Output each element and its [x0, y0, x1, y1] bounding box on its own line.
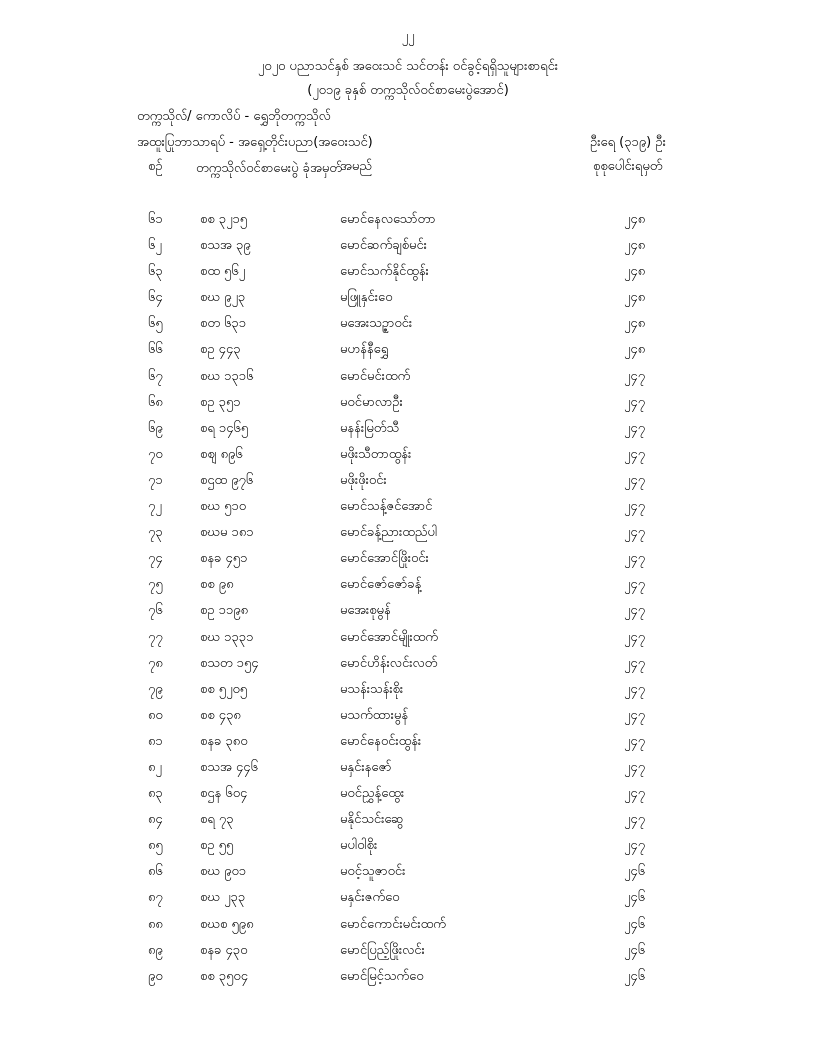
total-score: ၂၄၇	[624, 838, 646, 854]
student-name: မဖြူနှင်းဝေ	[340, 290, 393, 306]
student-name: မောင်နေဝင်းထွန်း	[340, 733, 422, 749]
total-score: ၂၄၇	[624, 420, 646, 436]
table-row	[0, 681, 816, 707]
row-number: ၇၄	[148, 551, 163, 567]
total-score: ၂၄၆	[624, 968, 646, 984]
student-name: မောင်ကောင်းမင်းထက်	[340, 916, 446, 932]
roll-number: စဃ ၅၁၀	[200, 499, 247, 515]
student-name: မောင်သက်နိုင်ထွန်း	[340, 264, 429, 280]
student-name: မောင်ပြည့်ဖြိုးလင်း	[340, 942, 425, 958]
roll-number: စဈ ၈၉၆	[200, 446, 243, 462]
student-name: မဟန်နီရွှေ	[340, 342, 389, 358]
roll-number: စနခ ၃၈၀	[200, 733, 248, 749]
table-row	[0, 889, 816, 915]
row-number: ၆၅	[148, 316, 163, 332]
total-score: ၂၄၇	[624, 681, 646, 697]
total-score: ၂၄၇	[624, 368, 646, 384]
roll-number: စရ ၁၄၆၅	[200, 420, 249, 436]
total-score: ၂၄၇	[624, 499, 646, 515]
total-score: ၂၄၇	[624, 786, 646, 802]
table-row	[0, 446, 816, 472]
table-row	[0, 968, 816, 994]
student-name: မောင်မြင့်သက်ဝေ	[340, 968, 424, 984]
student-name: မောင်အောင်ဖြိုးဝင်း	[340, 551, 429, 567]
table-row	[0, 785, 816, 811]
table-row	[0, 759, 816, 785]
total-score: ၂၄၇	[624, 446, 646, 462]
row-number: ၆၉	[148, 420, 163, 436]
row-number: ၆၈	[148, 394, 163, 410]
total-count: ဦးရေ (၃၁၉) ဦး	[590, 135, 666, 150]
roll-number: စဥ ၄၄၃	[200, 342, 241, 358]
roll-number: စစ ၃၂၁၅	[200, 212, 248, 227]
student-name: မနန်းမြတ်သီ	[340, 420, 400, 436]
roll-number: စဃစ ၅၉၈	[200, 916, 254, 932]
total-score: ၂၄၇	[624, 759, 646, 775]
roll-number: စဥ ၅၅	[200, 838, 234, 854]
total-score: ၂၄၇	[624, 733, 646, 749]
row-number: ၇၆	[148, 603, 163, 619]
row-number: ၇၇	[148, 629, 163, 645]
row-number: ၈၄	[148, 812, 163, 828]
total-score: ၂၄၈	[624, 238, 646, 254]
document-title: ၂၀၂၀ ပညာသင်နှစ် အဝေးသင် သင်တန်း ဝင်ခွင့်ရရှိသူများစာရင်း	[257, 59, 559, 74]
major-line: အထူးပြုဘာသာရပ် - အရှေ့တိုင်းပညာ(အဝေးသင်)	[137, 135, 373, 150]
row-number: ၈၇	[148, 890, 163, 906]
table-row	[0, 263, 816, 289]
roll-number: စသတ ၁၅၄	[200, 655, 259, 671]
table-row	[0, 863, 816, 889]
student-name: မဝင်ညွှန့်ထွေး	[340, 786, 405, 802]
table-row	[0, 942, 816, 968]
total-score: ၂၄၇	[624, 603, 646, 619]
total-score: ၂၄၆	[624, 916, 646, 932]
total-score: ၂၄၇	[624, 525, 646, 541]
total-score: ၂၄၆	[624, 942, 646, 958]
table-row	[0, 550, 816, 576]
table-row	[0, 237, 816, 263]
row-number: ၇၅	[148, 577, 163, 593]
header-total-score: စုစုပေါင်းရမှတ်	[593, 159, 663, 174]
university-line: တက္ကသိုလ်/ ကောလိပ် - ရွှေဘိုတက္ကသိုလ်	[137, 109, 331, 124]
total-score: ၂၄၈	[624, 290, 646, 306]
row-number: ၇၉	[148, 681, 163, 697]
document-subtitle: (၂၀၁၉ ခုနှစ် တက္ကသိုလ်ဝင်စာမေးပွဲအောင်)	[307, 83, 509, 98]
student-name: မသက်ထားမွန်	[340, 707, 409, 723]
roll-number: စဃ ၉၀၁	[200, 864, 247, 880]
student-name: မောင်နေလသော်တာ	[340, 212, 436, 227]
row-number: ၆၄	[148, 290, 163, 306]
row-number: ၇၀	[148, 446, 163, 462]
total-score: ၂၄၇	[624, 577, 646, 593]
roll-number: စဃ ၂၃၃	[200, 890, 246, 906]
roll-number: စထ ၅၆၂	[200, 264, 246, 280]
page-number: ၂၂	[401, 29, 415, 44]
table-row	[0, 629, 816, 655]
table-row	[0, 341, 816, 367]
table-row	[0, 368, 816, 394]
table-row	[0, 472, 816, 498]
row-number: ၈၆	[148, 864, 163, 880]
roll-number: စဃ ၉၂၃	[200, 290, 246, 306]
row-number: ၆၇	[148, 368, 163, 384]
roll-number: စဌထ ၉၇၆	[200, 472, 254, 488]
table-row	[0, 916, 816, 942]
row-number: ၆၂	[148, 238, 162, 254]
roll-number: စတ ၆၃၁	[200, 316, 247, 332]
student-name: မအေးစုမွန်	[340, 603, 391, 619]
header-no: စဉ်	[148, 159, 163, 174]
total-score: ၂၄၇	[624, 655, 646, 671]
total-score: ၂၄၈	[624, 212, 646, 227]
total-score: ၂၄၆	[624, 890, 646, 906]
roll-number: စစ ၉၈	[200, 577, 234, 593]
row-number: ၈၀	[148, 707, 163, 723]
roll-number: စဃမ ၁၈၁	[200, 525, 254, 541]
row-number: ၈၃	[148, 786, 163, 802]
roll-number: စဌန ၆၀၄	[200, 786, 248, 802]
roll-number: စဃ ၁၃၁၆	[200, 368, 254, 384]
total-score: ၂၄၇	[624, 707, 646, 723]
roll-number: စစ ၄၃၈	[200, 707, 241, 723]
table-row	[0, 315, 816, 341]
total-score: ၂၄၇	[624, 472, 646, 488]
row-number: ၉၀	[148, 968, 163, 984]
student-name: မအေးသဥ္ဇာဝင်း	[340, 316, 413, 332]
header-roll-number: တက္ကသိုလ်ဝင်စာမေးပွဲ ခုံအမှတ်	[196, 161, 342, 176]
student-name: မဖိုးသီတာထွန်း	[340, 446, 412, 462]
table-row	[0, 211, 816, 237]
table-row	[0, 420, 816, 446]
table-row	[0, 524, 816, 550]
student-name: မသန်းသန်းစိုး	[340, 681, 404, 697]
total-score: ၂၄၆	[624, 864, 646, 880]
roll-number: စရ ၇၃	[200, 812, 234, 828]
roll-number: စနခ ၄၃၀	[200, 942, 248, 958]
student-name: မနိုင်သင်းဆွေ	[340, 812, 404, 828]
roll-number: စဥ ၃၅၁	[200, 394, 241, 410]
row-number: ၇၁	[148, 472, 163, 488]
total-score: ၂၄၇	[624, 551, 646, 567]
table-row	[0, 498, 816, 524]
row-number: ၈၉	[148, 942, 163, 958]
table-row	[0, 655, 816, 681]
roll-number: စဥ ၁၁၉၈	[200, 603, 249, 619]
row-number: ၈၅	[148, 838, 163, 854]
table-row	[0, 289, 816, 315]
student-name: မောင်ဇော်ဇော်ခန့်	[340, 577, 422, 593]
table-row	[0, 733, 816, 759]
student-name: မောင်မင်းထက်	[340, 368, 411, 384]
student-name: မောင်သန့်ဇင်အောင်	[340, 499, 433, 515]
row-number: ၈၁	[148, 733, 163, 749]
table-row	[0, 576, 816, 602]
student-name: မောင်ခန့်ညားထည်ပါ	[340, 525, 438, 541]
roll-number: စဃ ၁၃၃၁	[200, 629, 254, 645]
total-score: ၂၄၇	[624, 812, 646, 828]
student-name: မောင်အောင်မျိုးထက်	[340, 629, 439, 645]
table-row	[0, 707, 816, 733]
row-number: ၇၃	[148, 525, 163, 541]
row-number: ၈၂	[148, 759, 162, 775]
results-table	[0, 211, 816, 994]
row-number: ၆၃	[148, 264, 163, 280]
student-name: မဝင့်သူဇာဝင်း	[340, 864, 406, 880]
total-score: ၂၄၈	[624, 342, 646, 358]
row-number: ၇၂	[148, 499, 162, 515]
table-row	[0, 811, 816, 837]
student-name: မဖိုးဖိုးဝင်း	[340, 472, 387, 488]
header-name: အမည်	[340, 159, 372, 174]
table-row	[0, 837, 816, 863]
total-score: ၂၄၈	[624, 316, 646, 332]
total-score: ၂၄၇	[624, 394, 646, 410]
roll-number: စစ ၃၅၀၄	[200, 968, 249, 984]
table-row	[0, 602, 816, 628]
table-row	[0, 394, 816, 420]
row-number: ၈၈	[148, 916, 163, 932]
row-number: ၇၈	[148, 655, 163, 671]
total-score: ၂၄၇	[624, 629, 646, 645]
student-name: မောင်ဟိန်းလင်းလတ်	[340, 655, 438, 671]
student-name: မပါဝါစိုး	[340, 838, 378, 854]
total-score: ၂၄၈	[624, 264, 646, 280]
student-name: မောင်ဆက်ချစ်မင်း	[340, 238, 427, 254]
student-name: မနှင်းနဇော်	[340, 759, 392, 775]
row-number: ၆၁	[148, 212, 163, 227]
roll-number: စသအ ၄၄၆	[200, 759, 258, 775]
row-number: ၆၆	[148, 342, 163, 358]
roll-number: စသအ ၃၉	[200, 238, 251, 254]
student-name: မနှင်းဇက်ဝေ	[340, 890, 400, 906]
student-name: မဝင်မာလာဦး	[340, 394, 403, 410]
roll-number: စနခ ၄၅၁	[200, 551, 248, 567]
roll-number: စစ ၅၂၀၅	[200, 681, 248, 697]
